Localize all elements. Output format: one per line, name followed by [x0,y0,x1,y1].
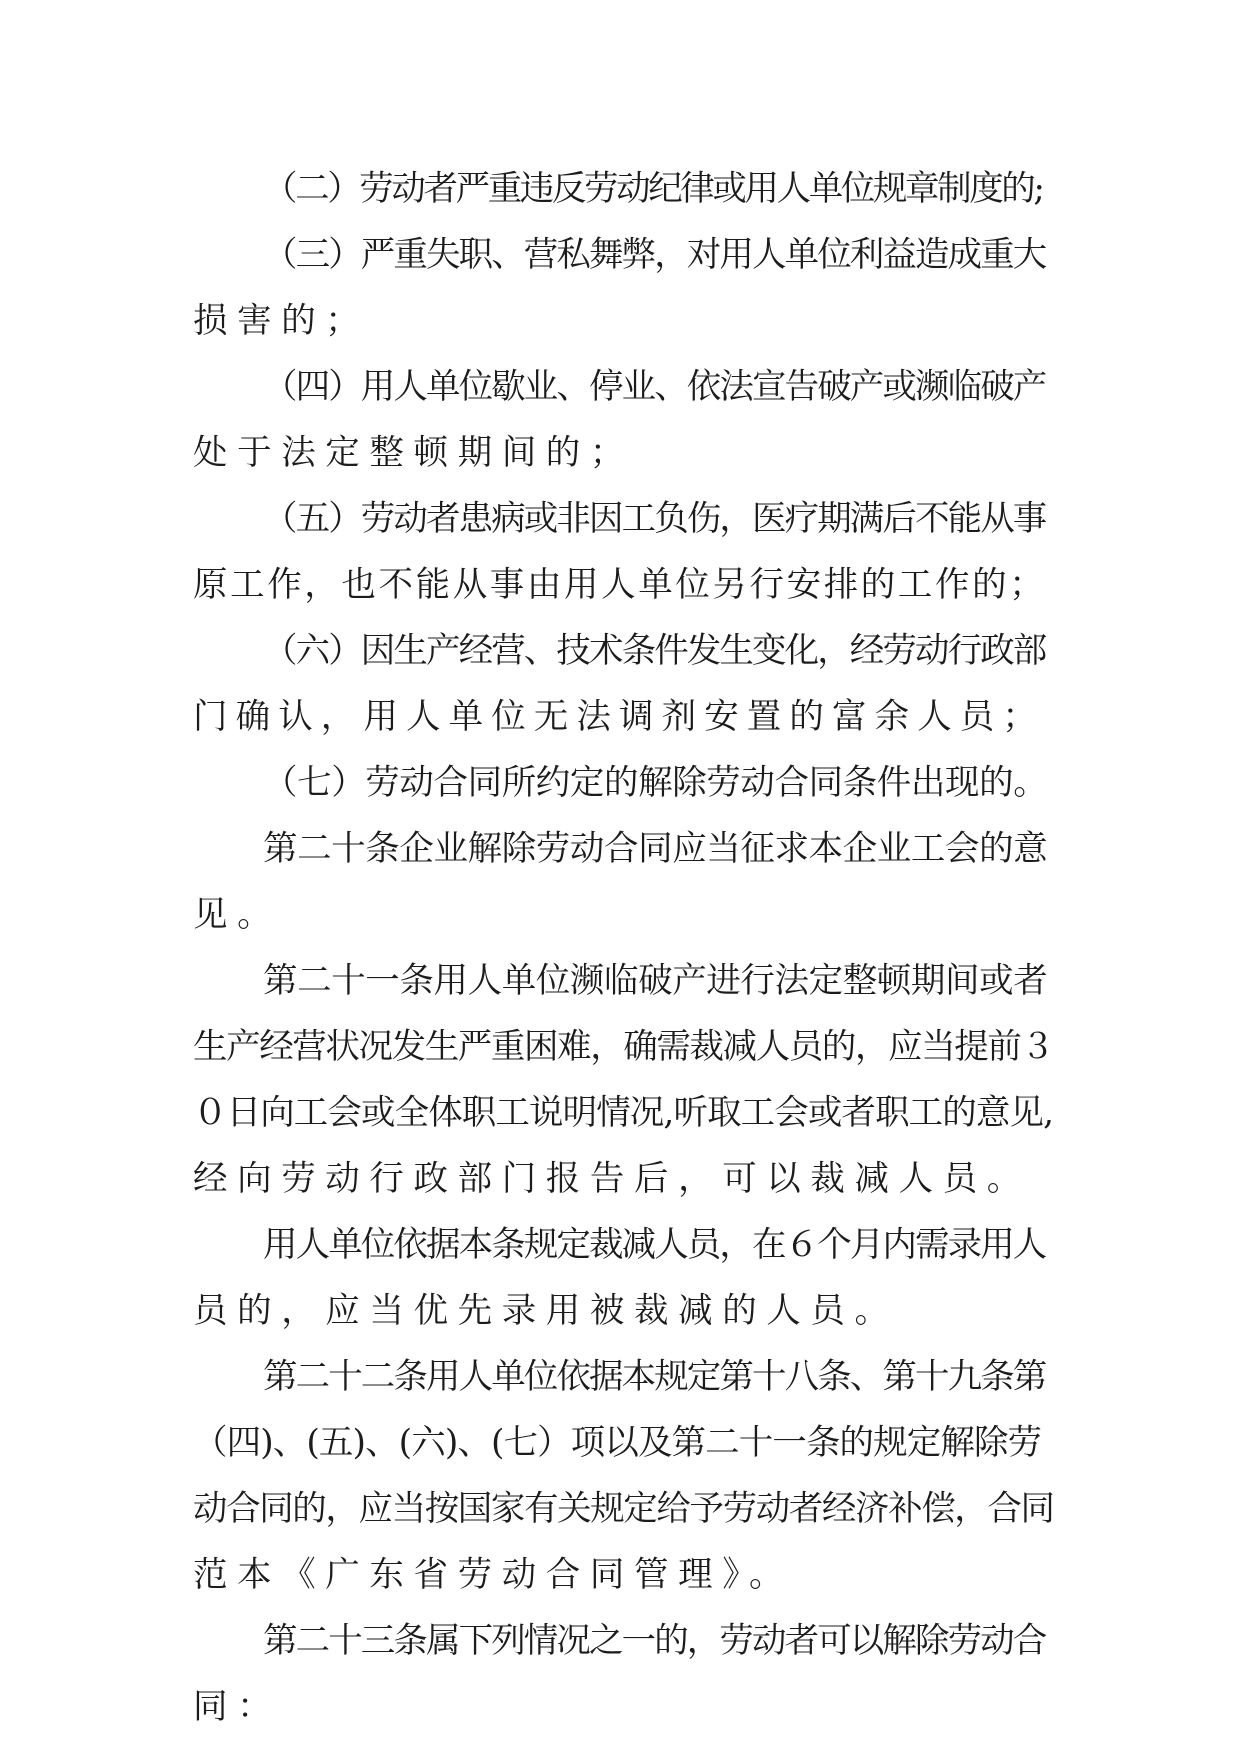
text-line: 第二十二条用人单位依据本规定第十八条、第十九条第 [263,1357,1046,1397]
text-line: （六）因生产经营、技术条件发生变化，经劳动行政部 [263,631,1046,671]
text-line: （三）严重失职、营私舞弊，对用人单位利益造成重大 [263,235,1046,275]
text-line: 门确认，用人单位无法调剂安置的富余人员； [193,697,1045,737]
text-line: 见。 [193,895,282,935]
text-line: 范本《广东省劳动合同管理》。 [193,1555,794,1595]
text-line: （四)、(五)、(六)、(七）项以及第二十一条的规定解除劳 [193,1423,1042,1463]
text-line: 员的，应当优先录用被裁减的人员。 [193,1291,899,1331]
text-line: 生产经营状况发生严重困难，确需裁减人员的，应当提前３ [193,1027,1054,1067]
text-line: 原工作，也不能从事由用人单位另行安排的工作的； [193,565,1047,605]
text-line: 第二十三条属下列情况之一的，劳动者可以解除劳动合 [263,1621,1046,1661]
document-body [193,156,1053,1740]
text-line: 处于法定整顿期间的； [193,433,634,473]
text-line: 用人单位依据本条规定裁减人员，在６个月内需录用人 [263,1225,1046,1265]
text-line: 同： [193,1687,282,1727]
text-line: 经向劳动行政部门报告后，可以裁减人员。 [193,1159,1031,1199]
text-line: 第二十一条用人单位濒临破产进行法定整顿期间或者 [263,961,1048,1001]
text-line: （二）劳动者严重违反劳动纪律或用人单位规章制度的; [263,169,1043,209]
text-line: ０日向工会或全体职工说明情况,听取工会或者职工的意见, [193,1093,1054,1133]
text-line: 第二十条企业解除劳动合同应当征求本企业工会的意 [263,829,1048,869]
text-line: （五）劳动者患病或非因工负伤，医疗期满后不能从事 [263,499,1046,539]
text-line: （七）劳动合同所约定的解除劳动合同条件出现的。 [263,763,1048,803]
text-line: （四）用人单位歇业、停业、依法宣告破产或濒临破产 [263,367,1046,407]
text-line: 动合同的，应当按国家有关规定给予劳动者经济补偿，合同 [193,1489,1054,1529]
text-line: 损害的； [193,301,370,341]
